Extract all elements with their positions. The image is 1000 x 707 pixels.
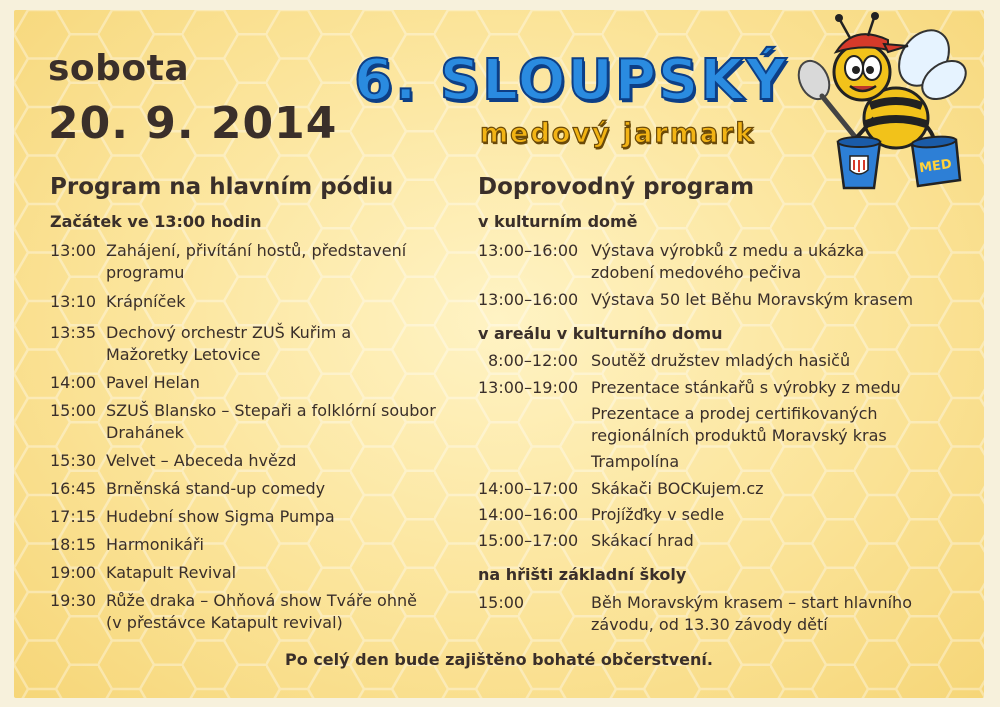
event-subtitle: medový jarmark (480, 118, 756, 149)
item-text: Zahájení, přivítání hostů, představení programu (106, 241, 407, 282)
item-time: 19:00 (50, 563, 97, 582)
item-time: 15:00 (478, 593, 525, 612)
event-day: sobota (48, 48, 190, 89)
item-text: Růže draka – Ohňová show Tváře ohně (v přestávce Katapult revival) (106, 591, 417, 632)
item-time: 13:00–16:00 (478, 241, 579, 260)
item-time: 13:00–19:00 (478, 378, 579, 397)
item-text: Pavel Helan (106, 373, 200, 392)
item-time: 15:00–17:00 (478, 531, 579, 550)
item-text: Prezentace stánkařů s výrobky z medu (591, 378, 901, 397)
main-stage-start: Začátek ve 13:00 hodin (50, 212, 262, 231)
poster (14, 10, 984, 698)
item-text: SZUŠ Blansko – Stepaři a folklórní soubor Drahánek (106, 401, 436, 442)
item-text: Výstava výrobků z medu a ukázka zdobení medového pečiva (591, 241, 865, 282)
item-text: Velvet – Abeceda hvězd (106, 451, 297, 470)
side-program-heading: Doprovodný program (478, 174, 755, 200)
item-text: Běh Moravským krasem – start hlavního závodu, od 13.30 závody dětí (591, 593, 912, 634)
item-text: Trampolína (591, 452, 680, 471)
item-text: Dechový orchestr ZUŠ Kuřim a Mažoretky Letovice (106, 323, 352, 364)
item-time: 15:00 (50, 401, 97, 420)
event-title: 6. SLOUPSKÝ (354, 48, 789, 113)
item-text: Brněnská stand-up comedy (106, 479, 326, 498)
item-time: 14:00–16:00 (478, 505, 579, 524)
item-time: 15:30 (50, 451, 97, 470)
item-time: 14:00 (50, 373, 97, 392)
item-time: 13:00 (50, 241, 97, 260)
refreshments-note: Po celý den bude zajištěno bohaté občerstvení. (285, 650, 713, 669)
item-text: Krápníček (106, 292, 186, 311)
item-time: 16:45 (50, 479, 97, 498)
item-time: 18:15 (50, 535, 97, 554)
main-stage-heading: Program na hlavním pódiu (50, 174, 394, 200)
bee-mascot-icon (784, 10, 974, 200)
item-time: 17:15 (50, 507, 97, 526)
section-title: v areálu v kulturního domu (478, 324, 723, 343)
section-title: v kulturním domě (478, 212, 638, 231)
item-text: Skákací hrad (591, 531, 694, 550)
item-text: Prezentace a prodej certifikovaných regionálních produktů Moravský kras (591, 404, 887, 445)
item-time: 8:00–12:00 (488, 351, 579, 370)
item-time: 19:30 (50, 591, 97, 610)
item-time: 13:00–16:00 (478, 290, 579, 309)
item-text: Skákači BOCKujem.cz (591, 479, 764, 498)
item-text: Soutěž družstev mladých hasičů (591, 351, 851, 370)
item-time: 14:00–17:00 (478, 479, 579, 498)
bucket-label: MED (918, 156, 953, 177)
event-date: 20. 9. 2014 (48, 98, 338, 149)
item-text: Hudební show Sigma Pumpa (106, 507, 335, 526)
item-time: 13:10 (50, 292, 97, 311)
item-text: Výstava 50 let Běhu Moravským krasem (591, 290, 914, 309)
item-text: Harmonikáři (106, 535, 204, 554)
list-item (50, 240, 430, 284)
item-time: 13:35 (50, 323, 97, 342)
item-text: Katapult Revival (106, 563, 237, 582)
section-title: na hřišti základní školy (478, 565, 687, 584)
item-text: Projížďky v sedle (591, 505, 725, 524)
